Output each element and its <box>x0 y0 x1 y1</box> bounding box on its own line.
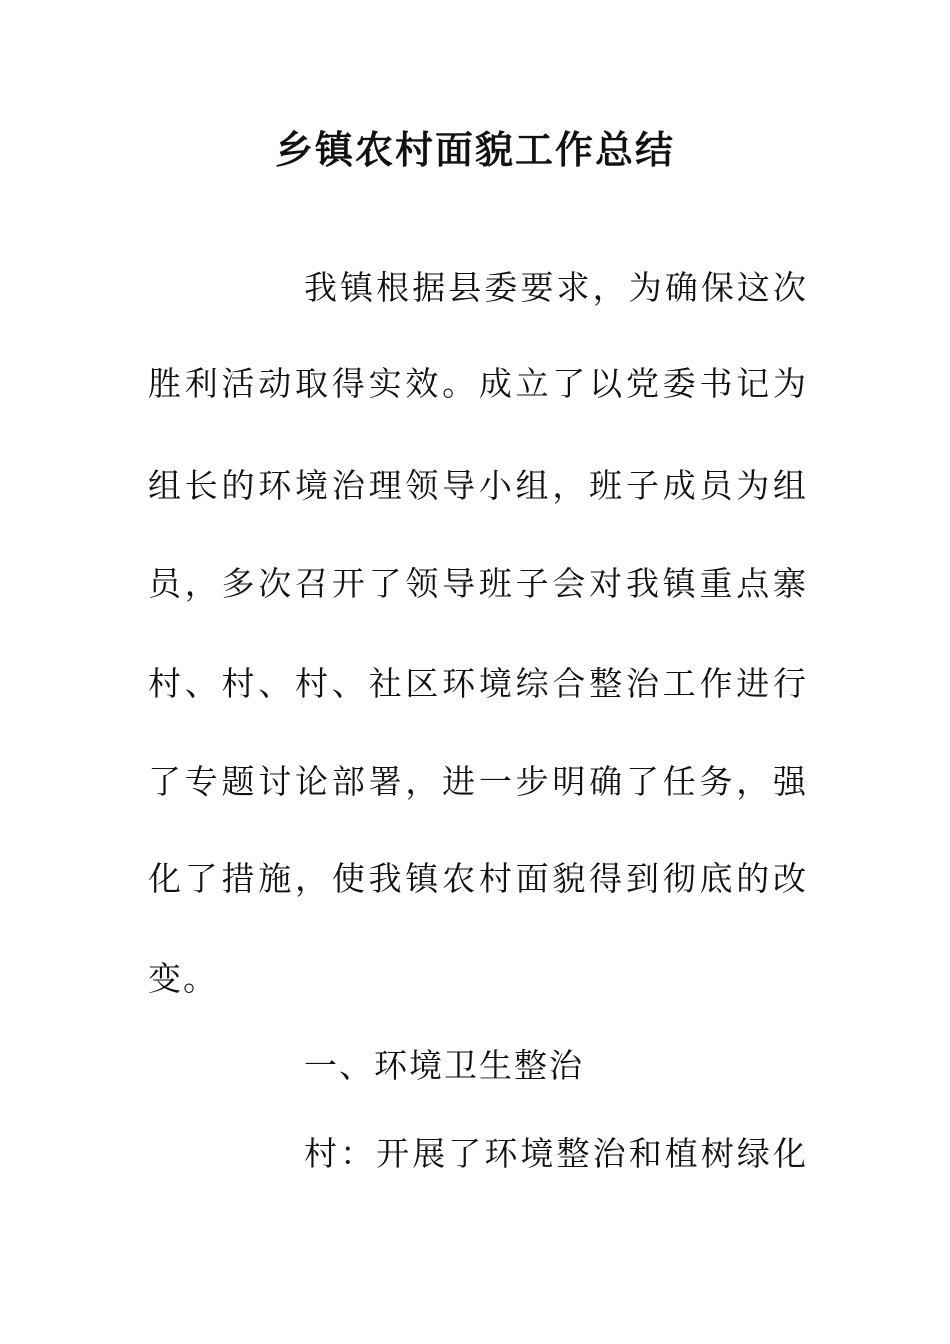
section-heading: 一、环境卫生整治 <box>304 1046 584 1085</box>
paragraph-line: 村：开展了环境整治和植树绿化 <box>304 1134 808 1173</box>
paragraph-line: 变。 <box>148 959 218 998</box>
paragraph-line: 员，多次召开了领导班子会对我镇重点寨 <box>148 564 808 603</box>
paragraph-line: 化了措施，使我镇农村面貌得到彻底的改 <box>148 859 808 898</box>
paragraph-line: 了专题讨论部署，进一步明确了任务，强 <box>148 762 808 801</box>
paragraph-line: 村、村、村、社区环境综合整治工作进行 <box>148 664 808 703</box>
paragraph-line: 我镇根据县委要求，为确保这次 <box>304 268 808 307</box>
paragraph-line: 组长的环境治理领导小组，班子成员为组 <box>148 466 808 505</box>
document-title: 乡镇农村面貌工作总结 <box>274 128 675 172</box>
paragraph-line: 胜利活动取得实效。成立了以党委书记为 <box>148 364 808 403</box>
